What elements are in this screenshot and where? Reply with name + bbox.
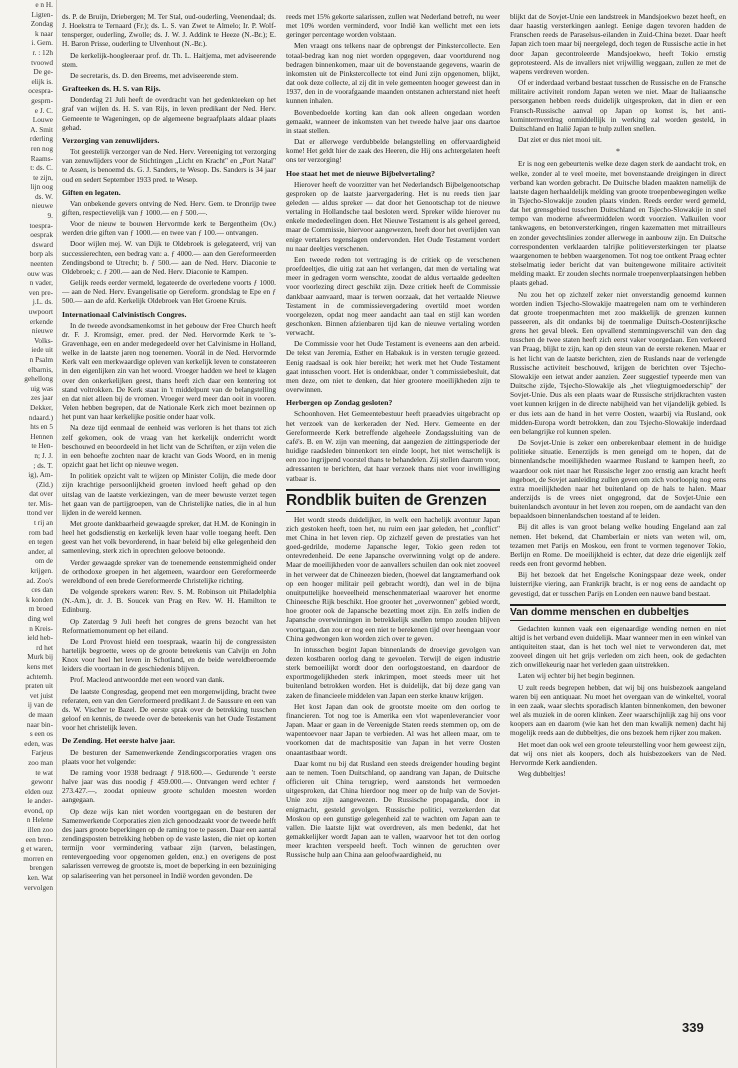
gutter-fragment: k konden (26, 594, 53, 604)
paragraph: In intusschen begint Japan binnenlands de droevige gevolgen van dezen kostbaren oorlog dang te gevoelen. Terwijl de eigen industrie sterk bemoeilijkt wordt door den oorlogstoestand, en daardoor de exportmogelijkheden sterk inkrimpen, moet steeds meer uit het buitenland betrokken worden. Het is duidelijk, dat bij deze gang van zaken de financieele middelen van Japan een sterke knauw krijgen. (286, 644, 500, 700)
paragraph: In politiek opzicht valt te wijzen op Minister Colijn, die mede door zijn krachtige persoonlijkheid groeten invloed heeft gehad op den uitslag van de laatste verkiezingen, van de meer bewuste verzet tegen het gaan van de partijgroepen, van de Christelijke naties, die in al hun lijden in de wereld kennen. (62, 471, 276, 517)
paragraph: De Lord Provost hield een toespraak, waarin hij de congressisten hartelijk begroette, wees op de groote beteekenis van Calvijn en John Knox voor heel het leven in Schotland, en de beide wereldberoemde leiders die voortaan in de geschiedenis blijven. (62, 636, 276, 674)
paragraph: Donderdag 21 Juli heeft de overdracht van het gedenkteeken op het graf van wijlen ds. H. S. van Rijs, in leven predikant der Ned. Herv. Gemeente te Wageningen, op de algemeene begraafplaats aldaar plaats gehad. (62, 95, 276, 132)
gutter-fragment: A. Smit (30, 124, 53, 134)
gutter-fragment: r. : 12h (32, 47, 53, 57)
gutter-fragment: toespra- (29, 220, 53, 230)
gutter-fragment: ding wel (27, 614, 53, 623)
column-middle (286, 12, 500, 1052)
paragraph: Het wordt steeds duidelijker, in welk een hachelijk avontuur Japan zich gestoken heeft, toen het, nu ruim een jaar geleden, het „conflict" met China in het leven riep. Op zichzelf geven de prestaties van het goed-gedrilde, moderne Japansche leger, Tokio geen reden tot ontevredenheid. De eene Japansche overwinning volgt op de andere. Maar de moeilijkheden voor de aanvallers schuilen dan ook niet zooveel in het verweer dat de Chineezen bieden, (hoewel dat langzamerhand ook op een hooger militair peil gebracht wordt), dan wel in de bijna onuitputtelijke hoeveelheid menschenmateriaal waarover het enorme Chineesche Rijk beschikt. Hoe grooter het „overwonnen" gebied wordt, hoe grooter ook de Japansche bezetting moet zijn. En zelfs indien de Japansche overwinningen in betrekkelijk snellen tempo zouden blijven voortgaan, dan zou er nog een niet te berekenen tijd over heengaan voor China gedwongen kon worden zich over te geven. (286, 514, 500, 643)
paragraph: De Sovjet-Unie is zeker een onberekenbaar element in de huidige politieke situatie. Eenerzijds is men geneigd om te hopen, dat de binnenlandsche moeilijkheden waarmee Rusland te kampen heeft, zo waardoor ook niet naar het Russische leger zoo ernstig aan kracht heeft ingeboet, de Sovjet aanleiding zullen geven om zich voorloopig nog eens extra moeilijkheden naar het buitenland op de hals te halen. Maar anderzijds is de vrees niet ongegrond, dat de Sovjet-Unie een buitenlandsch avontuur in het leven zou roepen, om de aandacht van den bepaaldsoen binnenlandschen toestand af te leiden. (510, 438, 726, 521)
paragraph: Daar komt nu bij dat Rusland een steeds dreigender houding begint aan te nemen. Toen Duitschland, op aandrang van Japan, de Duitsche officieren uit China terugriep, werd aanstonds het vermoeden uitgesproken, dat China hierdoor nog meer op de hulp van de Sovjet-Unie zou zijn aangewezen. De Russische propaganda, door in enigmacht, gesteld gevolgen. Russische politici, verzekerden dat Moskou op een gunstige gelegenheid zal te wachten om Japan aan te vallen. Die laatste lijkt wat overdreven, als men bedenkt, dat het gemakkelijker wordt Japan aan te vallen, waarvoor het tot den oorlog meer krachten verspeeld heeft. Toch winnen de geruchten over Russische hulp aan China aan geloofwaardigheid, nu (286, 758, 500, 860)
section-heading: Grafteeken ds. H. S. van Rijs. (62, 84, 161, 94)
gutter-fragment: dsward (31, 239, 53, 249)
gutter-fragment: zes jaar (30, 393, 53, 403)
gutter-fragment: naar bin- (26, 719, 53, 729)
section-heading: De Zending. Het eerste halve jaar. (62, 736, 175, 746)
gutter-fragment: illen zoo (27, 825, 53, 835)
gutter-fragment: Murk bij (27, 652, 53, 662)
gutter-fragment: le ander- (27, 796, 53, 806)
gutter-fragment: ven pre- (28, 287, 53, 297)
gutter-fragment: te zijn, (33, 172, 53, 182)
article-title-rondblik: Rondblik buiten de Grenzen (286, 489, 500, 512)
paragraph: Gedachten kunnen vaak een eigenaardige wending nemen en niet altijd is het verband even duidelijk. Maar wanneer men in een winkel van antiquiteiten staat, dan is het toch wel niet te verwonderen dat, met zooveel dingen uit het grijs verleden om zich heen, ook de gedachten zich onwillekeurig naar het verleden gaan uitstrekken. (510, 623, 726, 670)
gutter-fragment: rom bad (28, 527, 53, 537)
gutter-fragment: achtemh. (26, 671, 53, 681)
paragraph: Na deze tijd eenmaal de eenheid was verloren is het thans tot zich zelf gekomen, ook de vraag van het kerkelijk onderricht wordt beschouwd en beoordeeld in het licht van de Schriften, er zijn velen die in een behoefte zochten naar de kracht van Gods Woord, en in menig opzicht gaat het licht op nieuwe wegen. (62, 423, 276, 470)
gutter-fragment: e n H. (35, 0, 53, 9)
gutter-fragment: De ge- (33, 67, 53, 77)
gutter-fragment: n Psalm (29, 354, 53, 364)
gutter-fragment: m broed (28, 604, 53, 614)
gutter-fragment: elijk is. (31, 76, 53, 86)
gutter-fragment: kens met (26, 661, 53, 671)
gutter-fragment: krijgen. (30, 566, 53, 576)
gutter-fragment: ocespra- (28, 86, 53, 96)
paragraph: De secretaris, ds. D. den Breems, met adviseerende stem. (70, 70, 239, 80)
paragraph: Van onbekende gevers ontving de Ned. Herv. Gem. te Dronrijp twee giften, respectievelijk van ƒ 1000.— en ƒ 500.—. (62, 198, 276, 217)
gutter-fragment: ield heb- (27, 633, 53, 643)
paragraph: De laatste Congresdag, geopend met een morgenwijding, bracht twee referaten, een van den Gereformeerd predikant J. de Saussure en een van ds. W. Vischer te Bazel. De eerste sprak over de betrekking tusschen geloof en kennis, de tweede over de beteekenis van het Oude Testament voor het christelijk leven. (62, 686, 276, 733)
gutter-fragment: neenten (30, 259, 53, 269)
paragraph: Op deze wijs kan niet worden voortgegaan en de besturen der Samenwerkende Corporaties zien zich genoodzaakt voor de tweede helft des jaars groote beperkingen op de raming toe te passen. Daar een aantal zendingsposten betrekking hebben op de vaste lasten, die niet op korten termijn voor vermindering vatbaar zijn (tarven, belastingen, rentevergoeding voor opgenomen gelden, enz.) en overigens de post salarissen verreweg de grootste is, moet de beperking in een bezuiniging op salariseering van het personeel in Indië worden gevonden. De (62, 806, 276, 880)
gutter-fragment: zoo man (28, 757, 53, 767)
gutter-fragment: e J. C. (34, 105, 53, 115)
gutter-fragment: n vader, (29, 278, 53, 288)
gutter-fragment: Raams- (30, 153, 53, 163)
gutter-fragment: dat over (29, 489, 53, 499)
gutter-fragment: elden ouz (24, 786, 53, 796)
gutter-fragment: t rij an (33, 518, 53, 528)
paragraph: Hierover heeft de voorzitter van het Nederlandsch Bijbelgenootschap gesproken op de laatste jaarvergadering. Het is nu reeds tien jaar geleden — aldus spreker — dat door het Genootschap tot de nieuwe vertaling in Hollandsche taal besloten werd. Spreker wilde hierover nu enkele mededeelingen doen. Het Nieuwe Testament is als geheel gereed, maar de Commissie, hiervoor aangewezen, heeft door het overlijden van enige vertalers tegenslagen ondervonden. Het Oude Testament vordert nu naar deeltjes verschenen. (286, 179, 500, 253)
gutter-fragment: te wat (35, 767, 53, 777)
gutter-fragment: om de (34, 556, 53, 566)
gutter-fragment: n; J. J. (34, 450, 53, 460)
gutter-fragment: evond, op (24, 805, 53, 815)
paragraph: Laten wij echter bij het begin beginnen. (518, 671, 635, 681)
gutter-fragment: Farjeus (31, 748, 53, 758)
gutter-fragment: hts en 5 (30, 422, 53, 432)
section-heading: Herbergen op Zondag gesloten? (286, 398, 393, 408)
gutter-fragment: Dekker, (29, 402, 53, 412)
column-left (62, 12, 276, 1052)
gutter-fragment: tvoowd (31, 57, 53, 67)
gutter-fragment: uig was (30, 383, 53, 393)
gutter-fragment: de maan (28, 709, 53, 719)
gutter-fragment: n Kreis- (29, 623, 53, 633)
paragraph: Bij dit alles is van groot belang welke houding Engeland aan zal nemen. Het bekend, dat Chamberlain er niets van weten wil, om, tezamen met Parijs en Moskou, een front te vormen tegenover Tokio, Berlijn en Rome. De moeilijkheid is echter, dat deze drie eigenlijk zelf reeds een front gevormd hebben. (510, 522, 726, 569)
gutter-fragment: ter. Mis- (28, 498, 53, 508)
gutter-fragment: ; ds. T. (33, 460, 53, 470)
paragraph: De kerkelijk-hoogleeraar prof. dr. Th. L. Haitjema, met adviseerende stem. (62, 50, 276, 69)
gutter-fragment: t: ds. C. (30, 163, 53, 173)
gutter-fragment: vet juist (29, 690, 53, 700)
paragraph: Op Zaterdag 9 Juli heeft het congres de grens bezocht van het Reformatiemonument op het eiland. (62, 616, 276, 635)
gutter-fragment: oesprak (30, 230, 53, 240)
gutter-fragment: g et waren, (20, 844, 53, 854)
gutter-fragment: brengen (29, 863, 53, 873)
gutter-fragment: morren en (23, 853, 53, 863)
paragraph: Het moet dan ook wel een groote teleurstelling voor hem geweest zijn, dat wij ons niet als koopers, doch als huisbezoekers van de Ned. Hervormde Kerk aandienden. (510, 739, 726, 767)
section-heading: Hoe staat het met de nieuwe Bijbelvertaling? (286, 168, 435, 178)
gutter-fragment: rderling (29, 134, 53, 144)
paragraph: Men vraagt ons telkens naar de opbrengst der Pinkstercollecte. Een totaal-bedrag kan nog niet worden opgegeven, daar voortdurend nog bedragen binnenkomen, maar uit de bovenstaande gegevens, waarin de inkomsten uit de Pinkstercollecte tot eind Juni zijn opgenomen, blijkt, dat ook deze collecte, al zij dit in vele gemeenten hooger geweest dan in 1937, den in de voorafgaande maanden ontstanen achterstand niet heeft kunnen inhalen. (286, 41, 500, 106)
paragraph: Prof. Macleod antwoordde met een woord van dank. (70, 675, 225, 685)
gutter-fragment: ouw was (27, 268, 53, 278)
paragraph: Schoonhoven. Het Gemeentebestuur heeft praeadvies uitgebracht op het verzoek van de kerkeraden der Ned. Herv. Gemeente en der Gereformeerde Kerk betreffende algeheele Zondagssluiting van de café's. B. en W. zijn van meening, dat aangezien de zittingsperiode der huidige raadsleden binnenkort ten einde loopt, het niet wenschelijk is een zoo ingrijpend voorstel thans te behandelen. Zij stellen daarom voor, adressanten te berichten, dat haar verzoek thans niet voor inwilliging vatbaar is. (286, 409, 500, 483)
gutter-fragment: ad. Zoo's (26, 575, 53, 585)
gutter-fragment: praten uit (25, 681, 53, 691)
gutter-fragment: rd het (36, 642, 53, 652)
paragraph: Door wijlen mej. W. van Dijk te Oldebroek is gelegateerd, vrij van successierechten, een bedrag van: a. ƒ 4000.— aan den Gereformeerden Zendingsbond te Utrecht; b. ƒ 500.— aan de Ned. Herv. Diaconie te Oldebroek; c. ƒ 200.— aan de Ned. Herv. Diaconie te Kampen. (62, 239, 276, 276)
gutter-fragment: Ligten- (31, 9, 53, 19)
gutter-fragment: i. Gem. (31, 38, 53, 48)
paragraph: De Commissie voor het Oude Testament is eveneens aan den arbeid. De tekst van Jeremia, Esther en Habakuk is in versten terugie gezeed. Eenig raadsaal is ook hier bereikt; het werk met het Oude Testament gaat intusschen voort. Het is ondenkbaar, onder 't commissiebesluit, dat men deze, om niet te denken, dat hier grootere moeilijkheden zijn te overwinnen. (286, 339, 500, 395)
gutter-fragment: j.L. ds. (32, 297, 53, 307)
paragraph: De besturen der Samenwerkende Zendingscorporaties vragen ons plaats voor het volgende: (62, 747, 276, 766)
paragraph: Dat er allerwege verdubbelde belangstelling en offervaardigheid kome! Het geldt hier de zaak des Heeren, die Hij ons achtergelaten heeft ons ter verzorging! (286, 137, 500, 165)
gutter-fragment: nieuwe (31, 326, 53, 336)
gutter-fragment: te Hen- (31, 441, 53, 451)
paragraph: Er is nog een gebeurtenis welke deze dagen sterk de aandacht trok, en welke, zonder al te veel moeite, met bovenstaande dreigingen in direct verband kan worden gebracht. De Duitsche bladen maakten namelijk de laatste dagen herhaaldelijk melding van groote troepenbewegingen welke in Tsjecho-Slowakije zouden plaats vinden. Reeds eerder werd gemeld, dat het grensgebied tusschen Duitschland en Tsjecho-Slowakije in snel tempo van moderne afweermiddelen wordt voorzien. Valkuilen voor tankwagens, en betonversterkingen, ringen kazematten met mitrailleurs en zonder gevechtslinies zonder allerwege in aanbouw zijn. En Duitsche correspondenten verklaarden talrijke politieversterkingen ter plaatse waargenomen te hebben waargenomen. Tot nog toe ontkent Praag echter stelselmatig ieder bericht dat van buitengewone militaire activiteit melding maakt. Er zouden slechts normale troepenverplaatsingen hebben plaats gehad. (510, 159, 726, 288)
gutter-fragment: ds. W. (34, 191, 53, 201)
gutter-fragment: k naar (34, 28, 53, 38)
paragraph: Verder gewaagde spreker van de toenemende eenstemmigheid onder de orthodoxe groepen in het algemeen, waardoor een Gereformeerde wereldbond of een brede Gereformeerde Christelijke richting. (62, 557, 276, 585)
paragraph: In de tweede avondsamenkomst in het gebouw der Free Church heeft dr. F. J. Kromsigt, emer. pred. der Ned. Hervormde Kerk te 's-Gravenhage, een en ander medegedeeld over het Calvinisme in Holland, welke in de laatste jaren nog toenemen. Voorál in de Ned. Hervormde Kerk valt een merkwaardige opleven van kerkelijk leven te constateeren in den eigenlijken zin van het woord. Vroeger hadden we heel te klagen over den onkerkelijken geest, thans heeft zich daar een kentering tot stand voltrokken. De Kerk staat in 't middelpunt van de belangstelling en dat niet alleen bij de vromen. Vroeger werd meer dan ooit in vooren. Velen hebben begrepen, dat de Nationale Kerk zich moet bezinnen op het punt van haar kerkelijke positie onder haar volk. (62, 320, 276, 422)
gutter-fragment: ander, al (28, 546, 53, 556)
gutter-fragment: ken. Wat (27, 873, 53, 883)
paragraph: Gelijk reeds eerder vermeld, legateerde de overledene voorts ƒ 1000.— aan de Ned. Herv. Evangelisatie op Gereform. grondslag te Epe en ƒ 500.— aan de afd. Kerkelijk Oldebroek van Het Groene Kruis. (62, 278, 276, 306)
gutter-fragment: borp als (29, 249, 53, 259)
paragraph: reeds met 15% gekorte salarissen, zullen wat Nederland betreft, nu weer met 10% worden verminderd, voor Indië kan wellicht met een iets geringer percentage worden volstaan. (286, 12, 500, 40)
paragraph: Bovenbedoelde korting kan dan ook alleen ongedaan worden gemaakt, wanneer de inkomsten van het tweede halve jaar ons daartoe in staat stellen. (286, 107, 500, 135)
paragraph: Voor de nieuw te bouwen Hervormde kerk te Bergentheim (Ov.) werden drie giften van ƒ 1000.— en twee van ƒ 100.— ontvangen. (62, 219, 276, 238)
gutter-fragment: nieuwe (31, 201, 53, 211)
gutter-fragment: lijn oog (30, 182, 53, 192)
paragraph: blijkt dat de Sovjet-Unie een landstreek in Mandsjoekwo bezet heeft, en daar haastig versterkingen aanlegt. Eenige dagen tevoren hadden de Franschen reeds de Paraselsus-eilanden in Zuid-China bezet. Daar heeft Japan zich toen maar bij neergelegd, doch tegen de Russische actie in het door Japan gecontroleerde Mandsjoekwo, heeft Tokio ernstig geprotesteerd. Als de invallers niet vrijwillig weggaan, zullen ze met de wapens verdreven worden. (510, 12, 726, 76)
gutter-fragment: Zondag (30, 19, 53, 29)
paragraph: Tot geestelijk verzorger van de Ned. Herv. Vereeniging tot verzorging van zenuwlijders voor de Stichtingen „Licht en Kracht" en „Port Natal" te Assen, is benoemd ds. G. J. Sanders, te Wesop. Ds. Sanders is 34 jaar oud en sedert September 1933 pred. te Wesep. (62, 147, 276, 184)
paragraph: Het kost Japan dan ook de grootste moeite om den oorlog te financieren. Tot nog toe is Amerika een vlot wapenleverancier voor Japan. Maar er gaan in de Vereenigde Staten reeds stemmen op, om de wapentoevoer naar Japan te verbieden. Al was het alleen maar, om te voorkomen dat de machtspositie van Japan in het verre Oosten onaantastbaar wordt. (286, 701, 500, 757)
paragraph: Dat ziet er dus niet mooi uit. (518, 135, 602, 145)
gutter-fragment: Volks- (34, 335, 53, 345)
paragraph: ds. P. de Bruijn, Driebergen; M. Ter Stal, oud-ouderling, Veenendaal; ds. J. Hoekstra te Ternaard (Fr.); ds. L. S. van Zwet te Almelo; Ir. P. Wolf-tensperger, ouderling, Zwolle; ds. J. W. J. Addink te Heeze (N.-Br.); E. H. Baron Prisse, ouderling te Ulvenhout (N.-Br.). (62, 12, 276, 49)
gutter-fragment: erkende (29, 316, 53, 326)
gutter-fragment: uwpoort (28, 307, 53, 316)
gutter-fragment: elbarnis, (28, 364, 53, 374)
paragraph: U zult reeds begrepen hebben, dat wij bij ons huisbezoek aangeland waren bij een antiquaar. Nu moet het overgaan van de winkeltel, vooral in een zaak, waar slechts sporadisch klanten binnenkomen, den bewoner wel als muziek in de ooren klinken. Zeer waarschijnlijk zag hij ons voor koopers aan en daarom (wie kan het den man kwalijk nemen) dacht hij mogelijk reeds aan de dubbeltjes, die ons bezoek hem rijker zou maken. (510, 682, 726, 738)
gutter-fragment: (Zld.) (36, 479, 53, 489)
paragraph: De volgende sprekers waren: Rev. S. M. Robinson uit Philadelphia (N.-Am.), dr. J. B. Soucek van Prag en Rev. W. H. Hamilton te Edinburg. (62, 587, 276, 615)
gutter-fragment: Louwe (32, 115, 53, 125)
section-divider: * (616, 147, 620, 157)
gutter-fragment: en tegen (28, 537, 53, 547)
gutter-fragment: n Helene (26, 815, 53, 825)
gutter-fragment: vervolgen (23, 882, 53, 892)
section-heading: Internationaal Calvinistisch Congres. (62, 309, 187, 319)
gutter-fragment: 9. (47, 211, 53, 221)
gutter-fragment: ndaard.) (28, 412, 53, 422)
gutter-fragment: ren nog (30, 143, 53, 153)
gutter-fragment: gehellong (24, 374, 53, 384)
page-number: 339 (682, 1020, 704, 1035)
previous-page-edge (0, 0, 57, 1068)
gutter-fragment: iede uit (31, 345, 53, 355)
gutter-fragment: een bren- (25, 834, 53, 844)
gutter-fragment: ig), Am- (28, 470, 53, 480)
column-right (510, 12, 726, 1052)
paragraph: Een tweede reden tot vertraging is de critiek op de verschenen proefdeeltjes, die uitig zat aan het verlangen, dat men de vertaling wat meer in gedragen vorm wenschte, zoodat de aldus vertaalde gedeelten voor voorlezing direct geschikt zijn. Deze critiek heeft de Commissie dankbaar aanvaard, maar is terwen oorzaak, dat het vertaalde Nieuwe Testament in de commissievergadering overtild moet worden voorgelezen, opdat nog meer aandacht aan taal en stijl kan worden geschonken. Binnen afzienbaren tijd kan de nieuwe vertaling worden verwacht. (286, 254, 500, 338)
paragraph: Met groote dankbaarheid gewaagde spreker, dat H.M. de Koningin in heel het godsdienstig en kerkelijk leven haar volle toegang heeft. Den geest van het volk bevorderend, in haar beleid bij elke gelegenheid den samenleving, sterk zich in oprechten geloove betoonde. (62, 518, 276, 556)
article-title-dubbeltjes: Van domme menschen en dubbeltjes (510, 604, 726, 621)
gutter-fragment: Hennen (30, 431, 53, 441)
gutter-fragment: ttond ver (26, 508, 53, 518)
section-heading: Giften en legaten. (62, 187, 121, 197)
paragraph: De raming voor 1938 bedraagt ƒ 918.600.—. Gedurende 't eerste halve jaar was dus noodig ƒ 459.000.—. Ontvangen werd echter ƒ 273.427.—, zoodat opnieuw groote schulden moesten worden aangegaan. (62, 767, 276, 805)
gutter-fragment: s een os (29, 729, 53, 739)
paragraph: Nu zou het op zichzelf zeker niet onverstandig genoemd kunnen worden indien Tsjecho-Slowakije maatregelen nam om te verhinderen dat groote troepenmachten met zoo makkelijk de grenzen kunnen passeeren, als dit ondanks bij de toenmalige Duitsch-Oostenrijksche grens het geval bleek. Een opvallend stemmingsverschil van den dag tusschen de twee staten heeft zich eerst vaker voorgedaan. Een verkeerd van Praag, blijkt te zijn, kan op den steun van de eerste rekenen. Maar er is het licht van de laatste berichten, zien de Ruslands naar de verlengde Russische activiteit beschouwd, krijgen de berichten over Tsjecho-Slowakije een ietwat ander aanzien. Zeer suggestief typeerde men van Duitsche zijde, Tsjecho-Slowakije als „het vliegtuigmoederschip" der Sovjet-Unie. Dus als een plaats waar de Russische strijdkrachten vasten voet kunnen krijgen in de directe nabijheid van het vijandelijk gebied. Is er dus iets aan de hand in het verre Oosten, waarbij via Rusland, ook midden-Europa wordt betrokken, dan zou Tsjecho-Slowakije inderdaad een belangrijke rol kunnen spelen. (510, 289, 726, 436)
paragraph: Bij het bezoek dat het Engelsche Koningspaar deze week, onder luisterrijke viering, aan Frankrijk bracht, is er nog eens de aandacht op gevestigd, dat er tusschen Parijs en Londen een nauwe band bestaat. (510, 570, 726, 598)
section-heading: Verzorging van zenuwlijders. (62, 135, 160, 145)
gutter-fragment: gewonr (31, 777, 53, 787)
gutter-fragment: gesprn- (31, 95, 53, 105)
paragraph: Weg dubbeltjes! (518, 769, 566, 779)
gutter-fragment: eden, was (24, 738, 53, 748)
paragraph: Of er inderdaad verband bestaat tusschen de Russische en de Fransche militaire activiteit rondom Japan weten we niet. Maar de Italiaansche persorganen hebben reeds duidelijk uitgesproken, dat in dien er een Fransch-Russische aanval op Japan op komst is, het anti-kominternverdrag onmiddellijk in werking zal worden gesteld, in Duitschland en Italië Japan te hulp zullen snellen. (510, 78, 726, 133)
gutter-fragment: ij van de (27, 700, 53, 710)
gutter-fragment: ces dan (31, 585, 53, 595)
